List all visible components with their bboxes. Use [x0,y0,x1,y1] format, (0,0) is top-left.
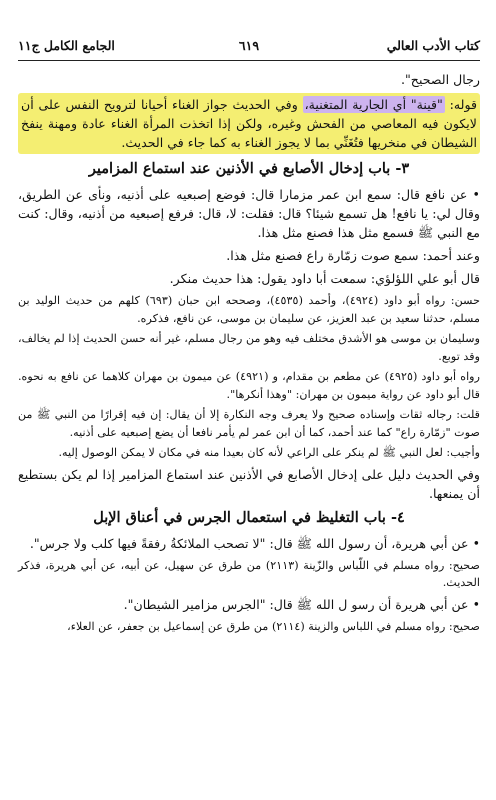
qawluh-label: قوله: [444,97,477,112]
volume-title: الجامع الكامل ج١١ [18,38,115,53]
note-sulayman: وسليمان بن موسى هو الأشدق مختلف فيه وهو من رجال مسلم، غير أنه حسن الحديث إذا لم يخالف، وقد توبع. [18,332,480,363]
intro-line: رجال الصحيح". [401,72,480,87]
note-sahih-2: صحيح: رواه مسلم في اللباس والزينة (٢١١٤) من طرق عن إسماعيل بن جعفر، عن العلاء، [67,619,480,633]
header-rule [18,60,480,61]
chapter-heading-4: ٤- باب التغليظ في استعمال الجرس في أعناق الإبل [93,508,405,526]
hadith-abu-hurayra-1: • عن أبي هريرة، أن رسول الله ﷺ قال: "لا تصحب الملائكةُ رفقةً فيها كلب ولا جرس". [29,535,480,551]
ahmad-line: وعند أحمد: سمع صوت زمّارة راع فصنع مثل هذا. [226,248,480,263]
purple-highlight: "قينة" أي الجارية المتغنية، [304,97,443,112]
page-number: ٦١٩ [238,38,260,53]
note-sahih-1: صحيح: رواه مسلم في اللّباس والزّينة (٢١١٣) من طرق عن سهيل، عن أبيه، عن أبي هريرة، فذكر الحديث. [18,558,481,589]
hadith-dalil: وفي الحديث دليل على إدخال الأصابع في الأذنين عند استماع المزامير إذا لم يكن بستطيع أن يمنعها. [18,466,480,501]
note-hasan: حسن: رواه أبو داود (٤٩٢٤)، وأحمد (٤٥٣٥)، وصححه ابن حبان (٦٩٣) كلهم من حديث الوليد بن مسلم، حدثنا سعيد بن عبد العزيز، عن سليمان بن موسى، عن نافع، فذكره. [18,294,480,325]
qawluh-rest: وفي الحديث جواز الغناء أحيانا لترويح النفس على أن لايكون فيه المعاصي من الفحش وغيره، ولكن إذا اتخذت المرأة الغناء عادة ومهنة ينفخ الشيطان في منخريها فتُغَنِّي بما لا يجوز الغناء به كما جاء في الحديث. [21,97,477,150]
note-rawahu: رواه أبو داود (٤٩٢٥) عن مطعم بن مقدام، و (٤٩٢١) عن ميمون بن مهران كلاهما عن نافع به نحوه. قال أبو داود عن رواية ميمون بن مهران: "وهذا أنكرها". [18,370,480,401]
luluui-line: قال أبو علي اللؤلؤي: سمعت أبا داود يقول: هذا حديث منكر. [169,271,480,286]
hadith-abu-hurayra-2: • عن أبي هريرة أن رسو ل الله ﷺ قال: "الجرس مزامير الشيطان". [123,596,480,612]
note-qultu: قلت: رجاله ثقات وإسناده صحيح ولا يعرف وجه النكارة إلا أن يقال: إن فيه إقرارًا من النبي ﷺ من صوت "زمّارة راع" كما عند أحمد، كما أن ابن عمر لم يأمر نافعا أن يضع إصبعيه على أذنيه. [18,408,480,439]
page-header [18,38,480,58]
note-ujib: وأجيب: لعل النبي ﷺ لم ينكر على الراعي لأنه كان بعيدا منه في مكان لا يمكن الوصول إليه. [58,446,480,459]
highlighted-paragraph [18,93,480,154]
book-title: كتاب الأدب العالي [386,38,480,53]
chapter-heading-3: ٣- باب إدخال الأصابع في الأذنين عند استماع المزامير [88,160,410,177]
page-body [18,70,480,638]
hadith-nafi: • عن نافع قال: سمع ابن عمر مزمارا قال: فوضع إصبعيه على أذنيه، ونأى عن الطريق، وقال لي: يا نافع! هل تسمع شيئا؟ قال: فقلت: لا، قال: فرفع إصبعيه من أذنيه، وقال: كنت مع النبي ﷺ فسمع مثل هذا فصنع مثل هذا. [18,187,480,240]
